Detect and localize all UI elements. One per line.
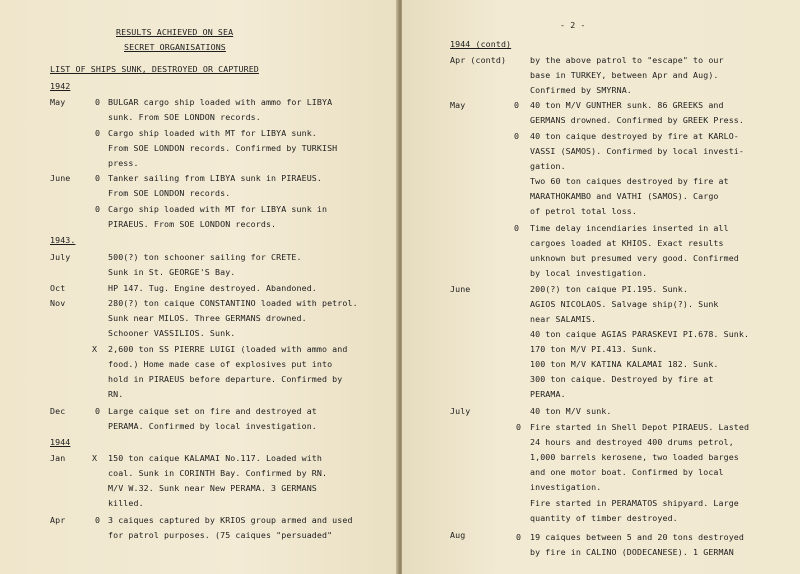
row-text: 150 ton caique KALAMAI No.117. Loaded with — [108, 453, 322, 463]
row-date: Apr — [50, 515, 66, 525]
row-date: Oct — [50, 283, 66, 293]
row-text: 24 hours and destroyed 400 drums petrol, — [530, 437, 734, 447]
year-heading: 1942 — [50, 81, 71, 91]
row-mark: 0 — [516, 532, 522, 542]
row-date: Dec — [50, 406, 66, 416]
row-text: Fire started in PERAMATOS shipyard. Large — [530, 498, 739, 508]
row-text: 500(?) ton schooner sailing for CRETE. — [108, 252, 302, 262]
row-text: 280(?) ton caique CONSTANTINO loaded with petrol. — [108, 298, 358, 308]
row-date: Jan — [50, 453, 66, 463]
row-text: Tanker sailing from LIBYA sunk in PIRAEUS. — [108, 173, 322, 183]
row-text: 19 caiques between 5 and 20 tons destroyed — [530, 532, 744, 542]
row-text: Large caique set on fire and destroyed at — [108, 406, 317, 416]
row-mark: 0 — [95, 406, 101, 416]
row-text: of petrol total loss. — [530, 206, 637, 216]
row-date: Apr (contd) — [450, 55, 507, 65]
row-mark: X — [92, 453, 98, 463]
row-text: M/V W.32. Sunk near New PERAMA. 3 GERMANS — [108, 483, 317, 493]
row-text: unknown but presumed very good. Confirmed — [530, 253, 739, 263]
list-title: LIST OF SHIPS SUNK, DESTROYED OR CAPTURED — [50, 64, 259, 74]
row-mark: 0 — [95, 128, 101, 138]
row-date: May — [450, 100, 466, 110]
row-text: From SOE LONDON records. — [108, 188, 231, 198]
row-date: Nov — [50, 298, 66, 308]
row-text: From SOE LONDON records. Confirmed by TURKISH — [108, 143, 338, 153]
row-text: and one motor boat. Confirmed by local — [530, 467, 724, 477]
row-text: food.) Home made case of explosives put into — [108, 359, 333, 369]
doc-title: RESULTS ACHIEVED ON SEA — [116, 27, 234, 37]
row-text: Sunk in St. GEORGE'S Bay. — [108, 267, 236, 277]
row-text: 40 ton caique destroyed by fire at KARLO- — [530, 131, 739, 141]
row-text: sunk. From SOE LONDON records. — [108, 112, 261, 122]
row-text: coal. Sunk in CORINTH Bay. Confirmed by RN. — [108, 468, 328, 478]
row-text: by fire in CALINO (DODECANESE). 1 GERMAN — [530, 547, 734, 557]
row-text: cargoes loaded at KHIOS. Exact results — [530, 238, 724, 248]
row-text: quantity of timber destroyed. — [530, 513, 678, 523]
row-text: Cargo ship loaded with MT for LIBYA sunk. — [108, 128, 317, 138]
row-mark: 0 — [95, 204, 101, 214]
row-text: 1,000 barrels kerosene, two loaded barges — [530, 452, 739, 462]
row-text: investigation. — [530, 482, 602, 492]
row-text: Two 60 ton caiques destroyed by fire at — [530, 176, 729, 186]
row-text: MARATHOKAMBO and VATHI (SAMOS). Cargo — [530, 191, 719, 201]
doc-subtitle: SECRET ORGANISATIONS — [124, 42, 226, 52]
row-mark: 0 — [95, 515, 101, 525]
row-text: gation. — [530, 161, 566, 171]
row-mark: 0 — [95, 173, 101, 183]
row-text: PERAMA. Confirmed by local investigation. — [108, 421, 317, 431]
row-text: 200(?) ton caique PI.195. Sunk. — [530, 284, 688, 294]
row-mark: 0 — [95, 97, 101, 107]
row-text: VASSI (SAMOS). Confirmed by local investi- — [530, 146, 744, 156]
row-text: PERAMA. — [530, 389, 566, 399]
row-text: Sunk near MILOS. Three GERMANS drowned. — [108, 313, 307, 323]
row-text: by the above patrol to "escape" to our — [530, 55, 724, 65]
row-text: 40 ton M/V GUNTHER sunk. 86 GREEKS and — [530, 100, 724, 110]
row-text: GERMANS drowned. Confirmed by GREEK Press. — [530, 115, 744, 125]
row-date: Aug — [450, 530, 466, 540]
row-text: 300 ton caique. Destroyed by fire at — [530, 374, 714, 384]
row-text: Confirmed by SMYRNA. — [530, 85, 632, 95]
row-text: Cargo ship loaded with MT for LIBYA sunk in — [108, 204, 328, 214]
row-date: June — [50, 173, 71, 183]
row-text: Fire started in Shell Depot PIRAEUS. Lasted — [530, 422, 750, 432]
row-text: 100 ton M/V KATINA KALAMAI 182. Sunk. — [530, 359, 719, 369]
right-page — [402, 0, 800, 574]
row-text: press. — [108, 158, 139, 168]
row-text: near SALAMIS. — [530, 314, 597, 324]
row-text: HP 147. Tug. Engine destroyed. Abandoned. — [108, 283, 317, 293]
row-mark: 0 — [516, 422, 522, 432]
row-text: Time delay incendiaries inserted in all — [530, 223, 729, 233]
row-mark: 0 — [514, 223, 520, 233]
year-heading: 1944 — [50, 437, 71, 447]
row-text: Schooner VASSILIOS. Sunk. — [108, 328, 236, 338]
row-text: for patrol purposes. (75 caiques "persuaded" — [108, 530, 333, 540]
row-text: by local investigation. — [530, 268, 648, 278]
row-date: July — [50, 252, 71, 262]
row-date: June — [450, 284, 471, 294]
page-number: - 2 - — [560, 20, 586, 30]
year-heading: 1943. — [50, 235, 76, 245]
row-text: RN. — [108, 389, 124, 399]
row-text: base in TURKEY, between Apr and Aug). — [530, 70, 719, 80]
row-text: 3 caiques captured by KRIOS group armed and used — [108, 515, 353, 525]
row-text: 40 ton caique AGIAS PARASKEVI PI.678. Sunk. — [530, 329, 750, 339]
row-text: hold in PIRAEUS before departure. Confirmed by — [108, 374, 343, 384]
row-mark: 0 — [514, 131, 520, 141]
row-date: May — [50, 97, 66, 107]
row-mark: 0 — [514, 100, 520, 110]
row-text: 2,600 ton SS PIERRE LUIGI (loaded with ammo and — [108, 344, 348, 354]
row-text: 170 ton M/V PI.413. Sunk. — [530, 344, 658, 354]
year-heading: 1944 (contd) — [450, 39, 512, 49]
row-date: July — [450, 406, 471, 416]
row-mark: X — [92, 344, 98, 354]
row-text: 40 ton M/V sunk. — [530, 406, 612, 416]
row-text: PIRAEUS. From SOE LONDON records. — [108, 219, 277, 229]
left-page — [0, 0, 398, 574]
row-text: AGIOS NICOLAOS. Salvage ship(?). Sunk — [530, 299, 719, 309]
row-text: BULGAR cargo ship loaded with ammo for LIBYA — [108, 97, 333, 107]
row-text: killed. — [108, 498, 144, 508]
